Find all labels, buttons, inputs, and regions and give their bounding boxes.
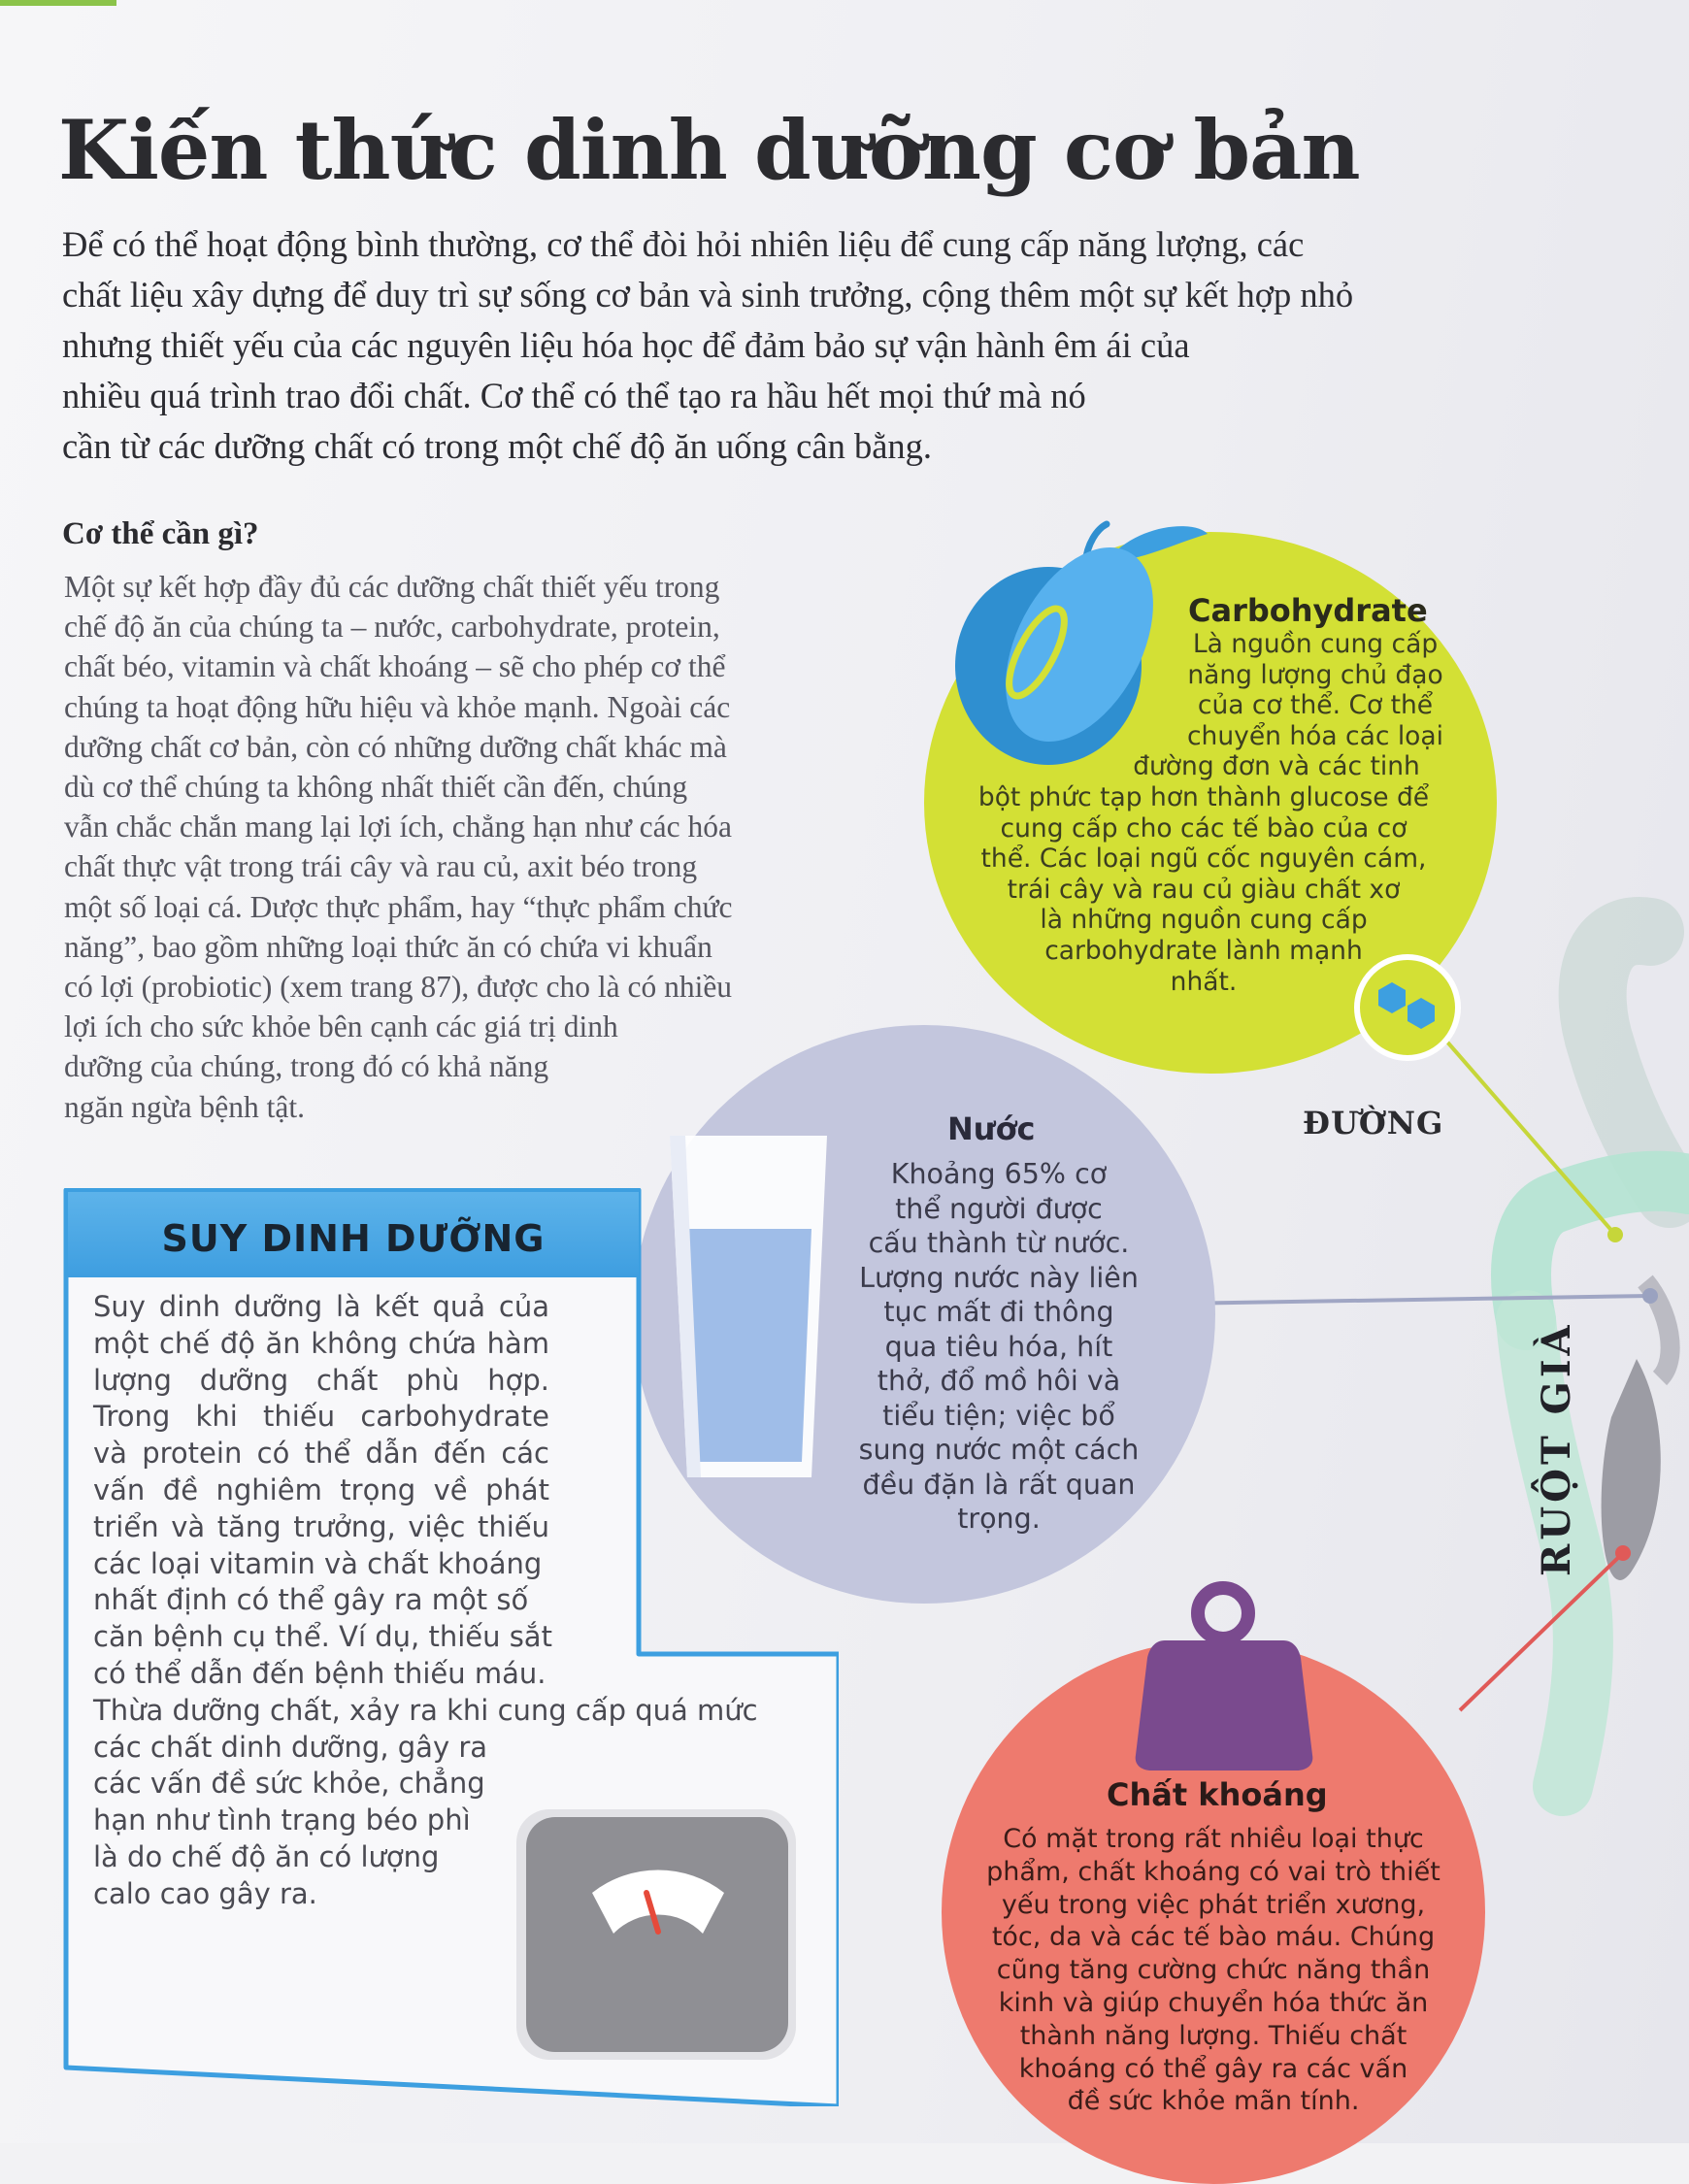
malnutrition-line: triển và tăng trưởng, việc thiếu xyxy=(93,1509,549,1543)
minerals-text xyxy=(951,1823,1475,2118)
carbohydrate-line: của cơ thể. Cơ thể xyxy=(1197,690,1434,721)
malnutrition-line: vấn đề nghiêm trọng về phát xyxy=(93,1473,549,1506)
carbohydrate-line: năng lượng chủ đạo xyxy=(1187,659,1443,690)
body-line: chất thực vật trong trái cây và rau củ, axit béo trong xyxy=(64,849,698,884)
minerals-line: kinh và giúp chuyển hóa thức ăn xyxy=(998,1987,1429,2018)
carbohydrate-line: carbohydrate lành mạnh xyxy=(1044,935,1363,966)
body-line: dù cơ thể chúng ta không nhất thiết cần đến, chúng xyxy=(64,770,688,805)
intro-line: nhưng thiết yếu của các nguyên liệu hóa học để đảm bảo sự vận hành êm ái của xyxy=(62,325,1190,365)
malnutrition-box xyxy=(62,1188,839,2106)
malnutrition-line: căn bệnh cụ thể. Ví dụ, thiếu sắt xyxy=(93,1620,552,1654)
minerals-line: tóc, da và các tế bào máu. Chúng xyxy=(991,1922,1436,1953)
body-line: lợi ích cho sức khỏe bên cạnh các giá trị dinh xyxy=(64,1009,618,1044)
carbohydrate-line: thể. Các loại ngũ cốc nguyên cám, xyxy=(980,844,1427,875)
water-line: Lượng nước này liên xyxy=(859,1261,1139,1294)
body-line: năng”, bao gồm những loại thức ăn có chứa vi khuẩn xyxy=(64,929,712,964)
water-title: Nước xyxy=(947,1110,1036,1147)
bathroom-scale-icon xyxy=(511,1803,802,2066)
malnutrition-line: một chế độ ăn không chứa hàm xyxy=(93,1326,549,1360)
malnutrition-line: và protein có thể dẫn đến các xyxy=(93,1437,549,1471)
water-line: Khoảng 65% cơ xyxy=(890,1158,1108,1190)
carbohydrate-line: nhất. xyxy=(1170,966,1238,997)
malnutrition-line: nhất định có thể gây ra một số xyxy=(93,1583,529,1617)
carbohydrate-line: Là nguồn cung cấp xyxy=(1192,629,1439,659)
body-line: vẫn chắc chắn mang lại lợi ích, chẳng hạn như các hóa xyxy=(64,810,732,844)
water-line: tục mất đi thông xyxy=(883,1296,1114,1328)
carbohydrate-line: chuyển hóa các loại xyxy=(1186,720,1444,751)
malnutrition-heading: SUY DINH DƯỠNG xyxy=(161,1217,546,1260)
malnutrition-line: lượng dưỡng chất phù hợp. xyxy=(93,1363,549,1397)
body-line: chúng ta hoạt động hữu hiệu và khỏe mạnh. Ngoài các xyxy=(64,689,731,724)
malnutrition-header xyxy=(68,1192,639,1277)
water-line: thể người được xyxy=(895,1192,1103,1225)
body-line: chế độ ăn của chúng ta – nước, carbohydrate, protein, xyxy=(64,610,720,645)
malnutrition-line: Trong khi thiếu carbohydrate xyxy=(93,1400,549,1434)
body-line: có lợi (probiotic) (xem trang 87), được cho là có nhiều xyxy=(64,970,733,1005)
page-title: Kiến thức dinh dưỡng cơ bản xyxy=(58,102,1360,198)
water-line: tiểu tiện; việc bổ xyxy=(882,1399,1115,1432)
malnutrition-line: các vấn đề sức khỏe, chẳng xyxy=(93,1767,485,1801)
carbohydrate-line: trái cây và rau củ giàu chất xơ xyxy=(1007,874,1401,905)
water-line: thở, đổ mồ hôi và xyxy=(877,1365,1121,1397)
minerals-title: Chất khoáng xyxy=(1107,1776,1328,1813)
minerals-line: đề sức khỏe mãn tính. xyxy=(1067,2086,1360,2117)
intro-line: cần từ các dưỡng chất có trong một chế độ ăn uống cân bằng. xyxy=(62,426,933,466)
water-line: sung nước một cách xyxy=(858,1434,1140,1466)
malnutrition-line: là do chế độ ăn có lượng xyxy=(93,1839,440,1873)
body-line: chất béo, vitamin và chất khoáng – sẽ cho phép cơ thể xyxy=(64,649,726,684)
malnutrition-line: calo cao gây ra. xyxy=(93,1876,317,1910)
malnutrition-line: Suy dinh dưỡng là kết quả của xyxy=(93,1290,549,1323)
body-line: ngăn ngừa bệnh tật. xyxy=(64,1089,306,1124)
sugar-label: ĐƯỜNG xyxy=(1303,1105,1444,1142)
malnutrition-line: hạn như tình trạng béo phì xyxy=(93,1803,471,1837)
carbohydrate-line: bột phức tạp hơn thành glucose để xyxy=(977,781,1430,812)
carbohydrate-line: cung cấp cho các tế bào của cơ xyxy=(1000,812,1408,844)
section-heading: Cơ thể cần gì? xyxy=(62,516,259,551)
carbohydrate-line: là những nguồn cung cấp xyxy=(1040,905,1368,936)
intro-line: nhiều quá trình trao đổi chất. Cơ thể có thể tạo ra hầu hết mọi thứ mà nó xyxy=(62,376,1086,415)
minerals-line: Có mặt trong rất nhiều loại thực xyxy=(1003,1824,1424,1854)
carbohydrate-title: Carbohydrate xyxy=(1188,592,1428,629)
water-line: đều đặn là rất quan xyxy=(862,1468,1136,1501)
colon-label: RUỘT GIÀ xyxy=(1534,1321,1579,1576)
intro-line: chất liệu xây dựng để duy trì sự sống cơ bản và sinh trưởng, cộng thêm một sự kết hợp nhỏ xyxy=(62,275,1354,314)
malnutrition-line: các chất dinh dưỡng, gây ra xyxy=(93,1730,488,1764)
intro-line: Để có thể hoạt động bình thường, cơ thể đòi hỏi nhiên liệu để cung cấp năng lượng, các xyxy=(62,224,1305,264)
body-line: một số loại cá. Dược thực phẩm, hay “thực phẩm chức xyxy=(64,889,733,924)
minerals-line: phẩm, chất khoáng có vai trò thiết xyxy=(986,1856,1441,1887)
water-line: trọng. xyxy=(957,1503,1041,1535)
malnutrition-line: có thể dẫn đến bệnh thiếu máu. xyxy=(93,1656,546,1690)
malnutrition-line: Thừa dưỡng chất, xảy ra khi cung cấp quá mức xyxy=(93,1693,758,1727)
malnutrition-line: các loại vitamin và chất khoáng xyxy=(93,1546,543,1580)
body-line: dưỡng của chúng, trong đó có khả năng xyxy=(64,1049,549,1084)
minerals-line: yếu trong việc phát triển xương, xyxy=(1001,1889,1426,1920)
body-line: Một sự kết hợp đầy đủ các dưỡng chất thiết yếu trong xyxy=(64,570,720,604)
water-line: qua tiêu hóa, hít xyxy=(884,1330,1113,1363)
minerals-line: khoáng có thể gây ra các vấn xyxy=(1018,2053,1408,2084)
body-line: dưỡng chất cơ bản, còn có những dưỡng chất khác mà xyxy=(64,729,727,764)
water-line: cấu thành từ nước. xyxy=(868,1227,1130,1259)
minerals-line: thành năng lượng. Thiếu chất xyxy=(1019,2020,1408,2051)
carbohydrate-line: đường đơn và các tinh xyxy=(1133,751,1420,782)
minerals-line: cũng tăng cường chức năng thần xyxy=(996,1955,1431,1986)
